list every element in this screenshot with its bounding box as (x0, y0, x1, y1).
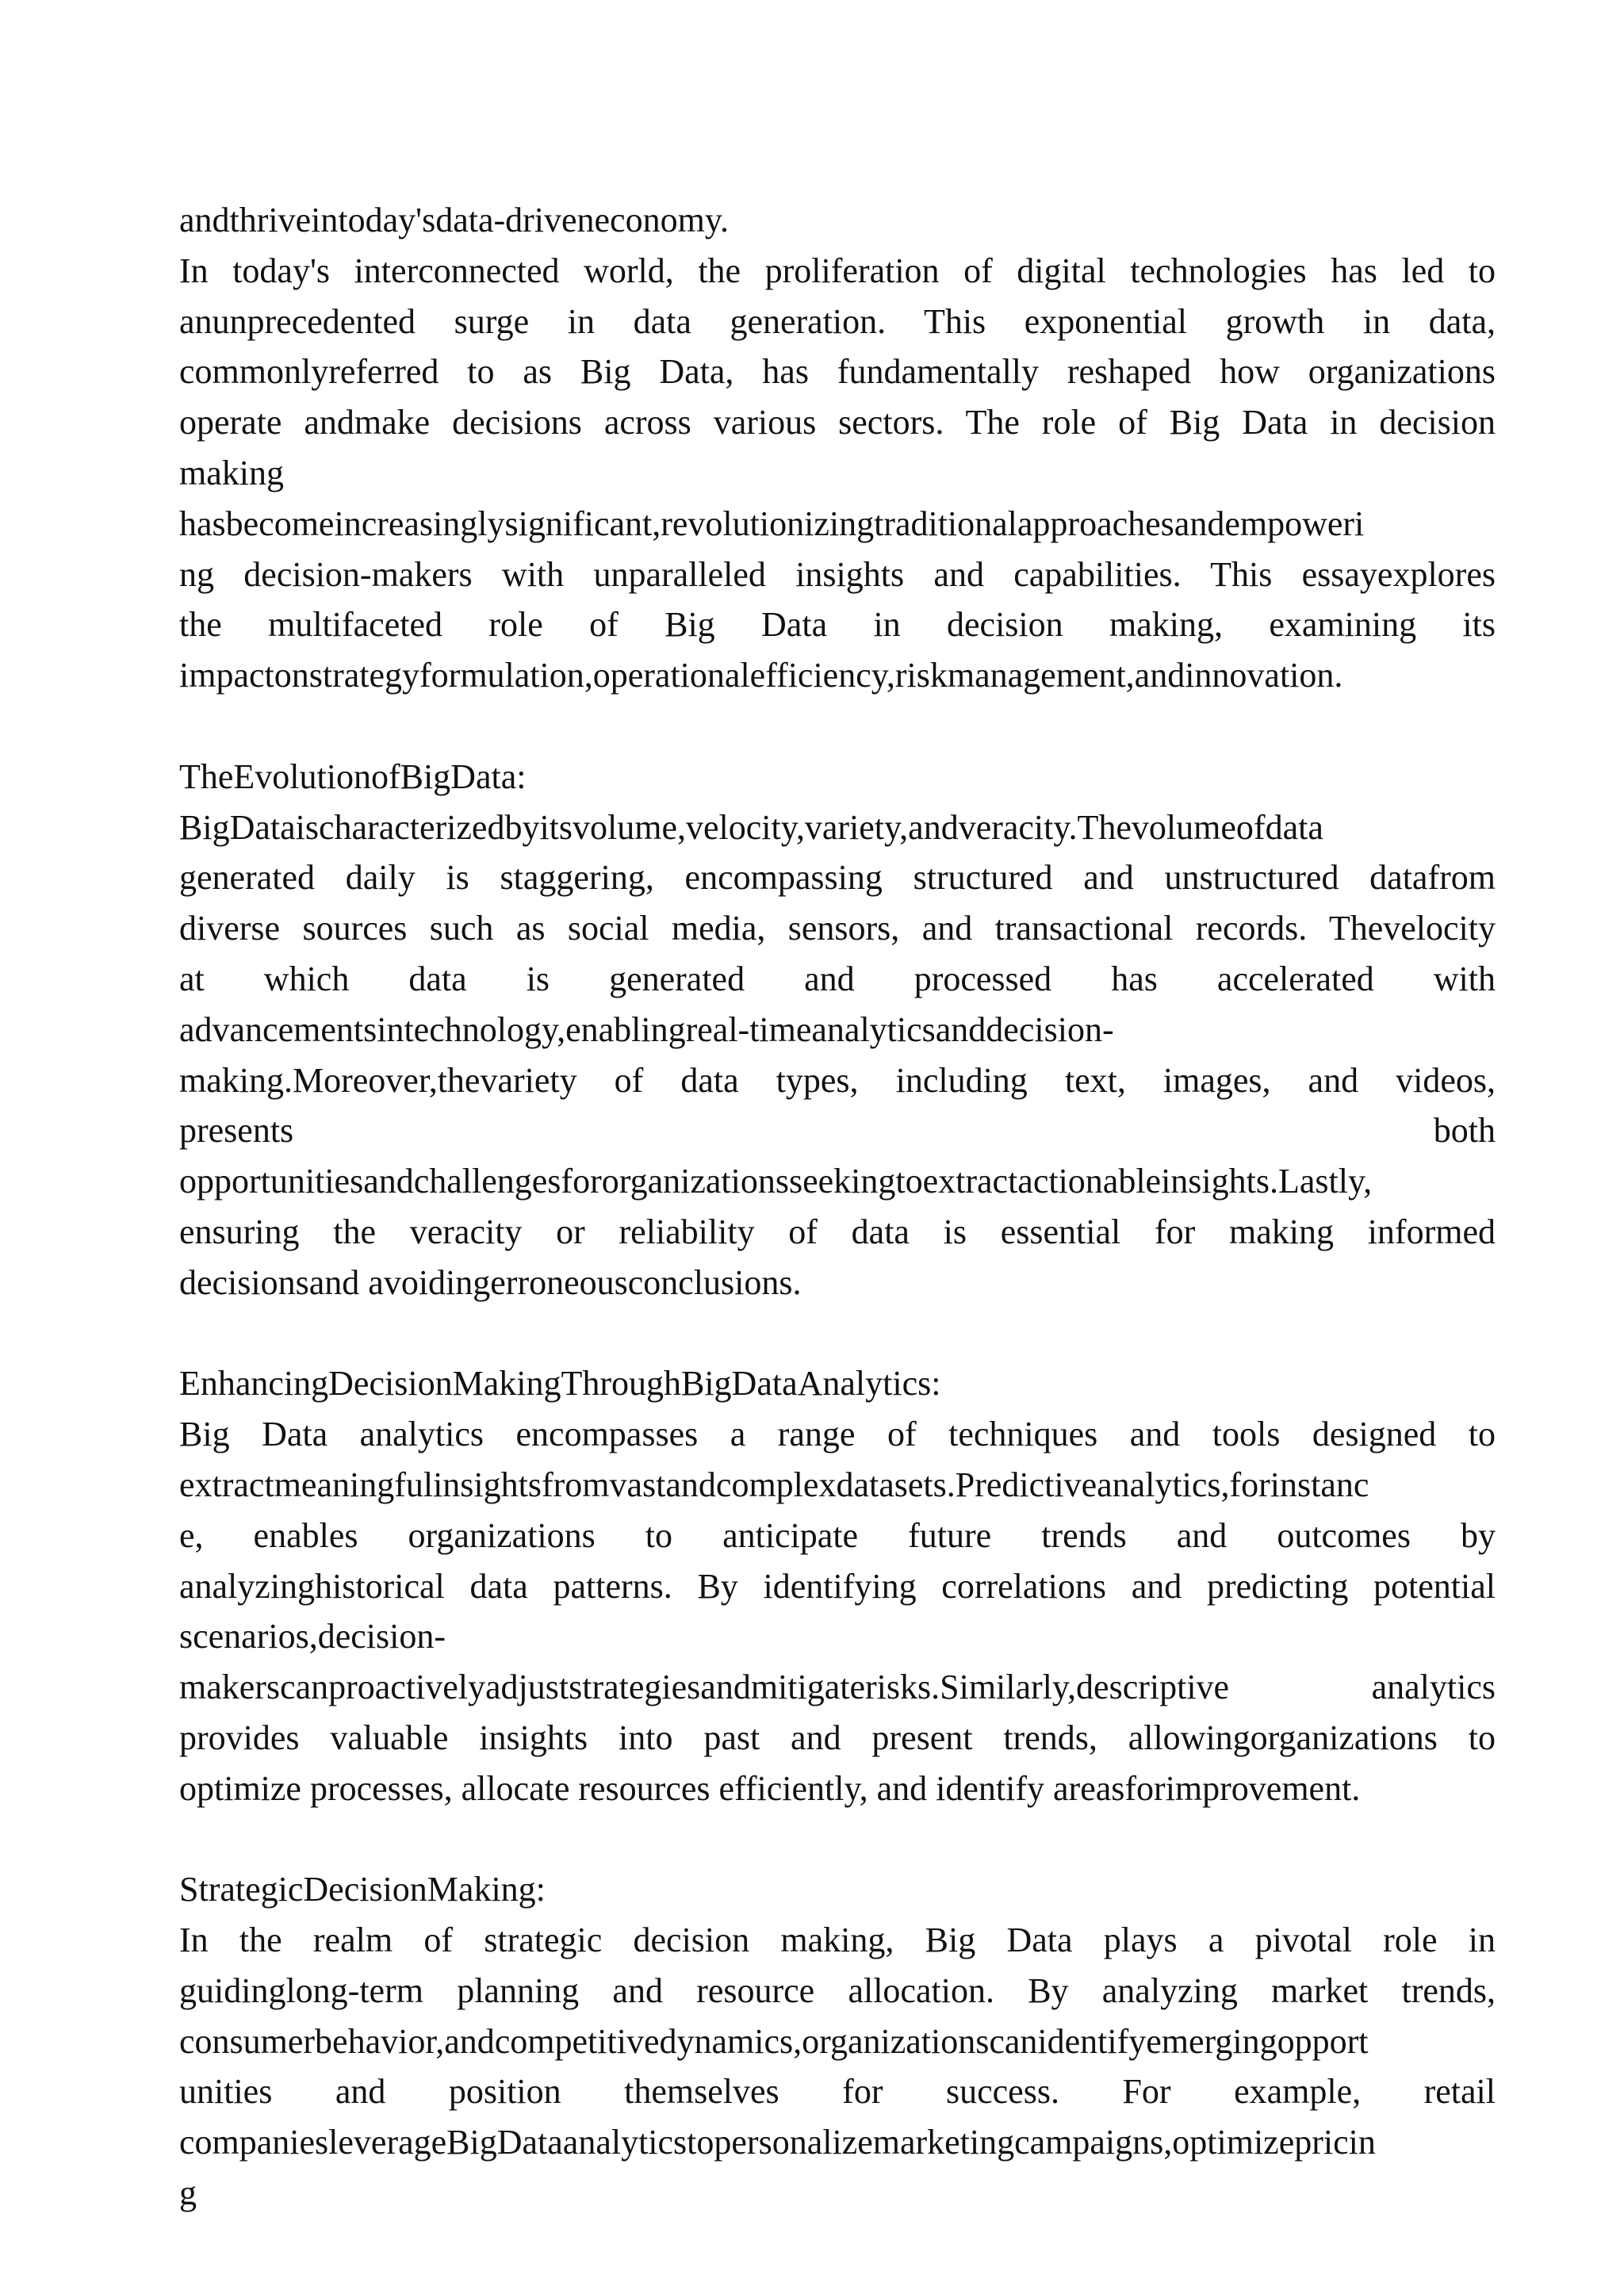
paragraph-gap (179, 1308, 1496, 1359)
section-evolution (179, 752, 1496, 1308)
section-intro (179, 195, 1496, 701)
paragraph-line: makerscanproactivelyadjuststrategiesandmitigaterisks.Similarly,descriptive analytics (179, 1668, 1496, 1707)
paragraph-line: the multifaceted role of Big Data in decision making, examining its (179, 605, 1496, 645)
paragraph-line: andthriveintoday'sdata-driveneconomy. (179, 201, 729, 239)
section-strategic (179, 1864, 1496, 2219)
paragraph-line: anunprecedented surge in data generation. This exponential growth in data, (179, 301, 1496, 341)
paragraph-line: making.Moreover,thevariety of data types, including text, images, and videos, (179, 1060, 1496, 1100)
paragraph-line: decisionsand avoidingerroneousconclusions. (179, 1262, 802, 1302)
paragraph-gap (179, 1814, 1496, 1865)
paragraph-line: analyzinghistorical data patterns. By identifying correlations and predicting potential (179, 1566, 1496, 1606)
paragraph-line: impactonstrategyformulation,operationalefficiency,riskmanagement,andinnovation. (179, 656, 1343, 695)
paragraph-line: g (179, 2173, 197, 2213)
paragraph-line: e, enables organizations to anticipate future trends and outcomes by (179, 1515, 1496, 1555)
section-heading: StrategicDecisionMaking: (179, 1870, 546, 1909)
document-body (179, 195, 1496, 2219)
paragraph-line: consumerbehavior,andcompetitivedynamics,organizationscanidentifyemergingopport (179, 2021, 1369, 2061)
paragraph-line: unities and position themselves for success. For example, retail (179, 2072, 1496, 2112)
paragraph-line: BigDataischaracterizedbyitsvolume,velocity,variety,andveracity.Thevolumeofdata (179, 807, 1323, 847)
paragraph-line: hasbecomeincreasinglysignificant,revolutionizingtraditionalapproachesandempoweri (179, 504, 1365, 543)
paragraph-line: In today's interconnected world, the proliferation of digital technologies has led to (179, 251, 1496, 290)
section-heading: TheEvolutionofBigData: (179, 756, 527, 796)
paragraph-line: provides valuable insights into past and present trends, allowingorganizations to (179, 1718, 1496, 1757)
paragraph-line: commonlyreferred to as Big Data, has fundamentally reshaped how organizations (179, 352, 1496, 392)
paragraph-line: ng decision-makers with unparalleled insights and capabilities. This essayexplores (179, 554, 1496, 594)
paragraph-line: presents both (179, 1111, 1496, 1151)
paragraph-line: opportunitiesandchallengesfororganizationsseekingtoextractactionableinsights.Lastly, (179, 1162, 1373, 1201)
paragraph-gap (179, 701, 1496, 752)
paragraph-line: Big Data analytics encompasses a range of techniques and tools designed to (179, 1415, 1496, 1454)
paragraph-line: companiesleverageBigDataanalyticstopersonalizemarketingcampaigns,optimizepricin (179, 2123, 1376, 2162)
paragraph-line: optimize processes, allocate resources efficiently, and identify areasforimprovement. (179, 1768, 1361, 1808)
paragraph-line: extractmeaningfulinsightsfromvastandcomplexdatasets.Predictiveanalytics,forinstanc (179, 1465, 1369, 1504)
paragraph-line: operate andmake decisions across various sectors. The role of Big Data in decision (179, 403, 1496, 442)
paragraph-line: diverse sources such as social media, sensors, and transactional records. Thevelocity (179, 909, 1496, 948)
paragraph-line: generated daily is staggering, encompassing structured and unstructured datafrom (179, 858, 1496, 898)
paragraph-line: making (179, 453, 284, 492)
paragraph-line: scenarios,decision- (179, 1617, 446, 1656)
paragraph-line: guidinglong-term planning and resource allocation. By analyzing market trends, (179, 1970, 1496, 2010)
paragraph-line: at which data is generated and processed has accelerated with (179, 959, 1496, 998)
section-heading: EnhancingDecisionMakingThroughBigDataAnalytics: (179, 1364, 941, 1404)
paragraph-line: advancementsintechnology,enablingreal-timeanalyticsanddecision- (179, 1009, 1114, 1049)
paragraph-line: ensuring the veracity or reliability of data is essential for making informed (179, 1212, 1496, 1251)
paragraph-line: In the realm of strategic decision making, Big Data plays a pivotal role in (179, 1921, 1496, 1960)
section-analytics (179, 1358, 1496, 1813)
